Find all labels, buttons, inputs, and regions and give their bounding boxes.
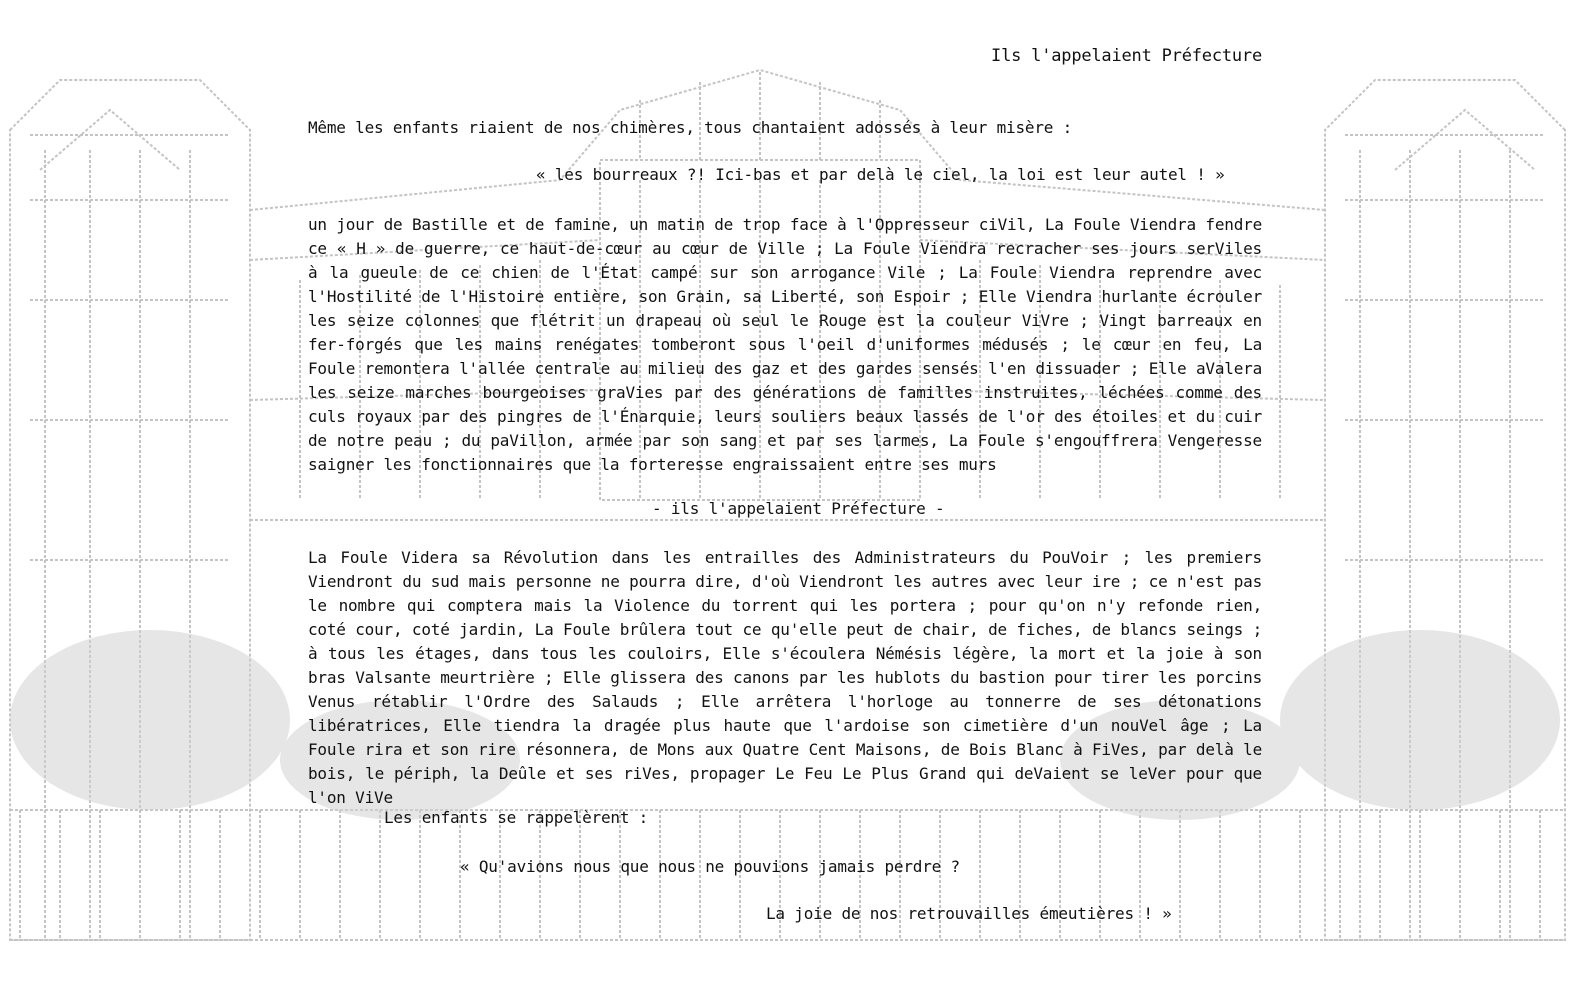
page-title: Ils l'appelaient Préfecture: [991, 46, 1262, 66]
quote-line: « les bourreaux ?! Ici-bas et par delà le ciel, la loi est leur autel ! »: [536, 165, 1225, 184]
closing-quote-2: La joie de nos retrouvailles émeutières ! »: [766, 904, 1172, 923]
closing-quote-1: « Qu'avions nous que nous ne pouvions jamais perdre ?: [460, 857, 960, 876]
closing-intro: Les enfants se rappelèrent :: [384, 808, 649, 827]
intro-line: Même les enfants riaient de nos chimères, tous chantaient adossés à leur misère :: [308, 118, 1073, 137]
paragraph-1: un jour de Bastille et de famine, un matin de trop face à l'Oppresseur ciVil, La Foule Viendra fendre ce « H » de guerre, ce haut-de-cœur au cœur de Ville ; La Foule Viendra recracher ses jours serViles à la gueule de ce chien de l'État campé sur son arrogance Vile ; La Foule Viendra reprendre avec l'Hostilité de l'Histoire entière, son Grain, sa Liberté, son Espoir ; Elle Viendra hurlante écrouler les seize colonnes que flétrit un drapeau où seul le Rouge est la couleur ViVre ; Vingt barreaux en fer-forgés que les mains renégates tomberont sous l'oeil d'uniformes médusés ; le cœur en feu, La Foule remontera l'allée centrale au milieu des gaz et des gardes sensés l'en dissuader ; Elle aValera les seize marches bourgeoises graVies par des générations de familles instruites, léchées comme des culs royaux par des pingres de l'Énarquie, leurs souliers beaux lassés de l'or des étoiles et du cuir de notre peau ; du paVillon, armée par son sang et par ses larmes, La Foule s'engouffrera Vengeresse saigner les fonctionnaires que la forteresse engraissaient entre ses murs: [308, 215, 1262, 474]
refrain-line: - ils l'appelaient Préfecture -: [652, 499, 945, 518]
paragraph-2: La Foule Videra sa Révolution dans les entrailles des Administrateurs du PouVoir ; les premiers Viendront du sud mais personne ne pourra dire, d'où Viendront les autres avec leur ire ; ce n'est pas le nombre qui comptera mais la Violence du torrent qui les portera ; pour qu'on n'y refonde rien, coté cour, coté jardin, La Foule brûlera tout ce qu'elle peut de chair, de fiches, de blancs seings ; à tous les étages, dans tous les couloirs, Elle s'écoulera Némésis légère, la mort et la joie à son bras Valsante meurtrière ; Elle glissera des canons par les hublots du bastion pour tirer les porcins Venus rétablir l'Ordre des Salauds ; Elle arrêtera l'horloge au tonnerre de ses détonations libératrices, Elle tiendra la dragée plus haute que l'ardoise son cimetière d'un nouVel âge ; La Foule rira et son rire résonnera, de Mons aux Quatre Cent Maisons, de Bois Blanc à FiVes, par delà le bois, le périph, la Deûle et ses riVes, propager Le Feu Le Plus Grand qui deVaient se leVer pour que l'on ViVe: [308, 548, 1262, 807]
